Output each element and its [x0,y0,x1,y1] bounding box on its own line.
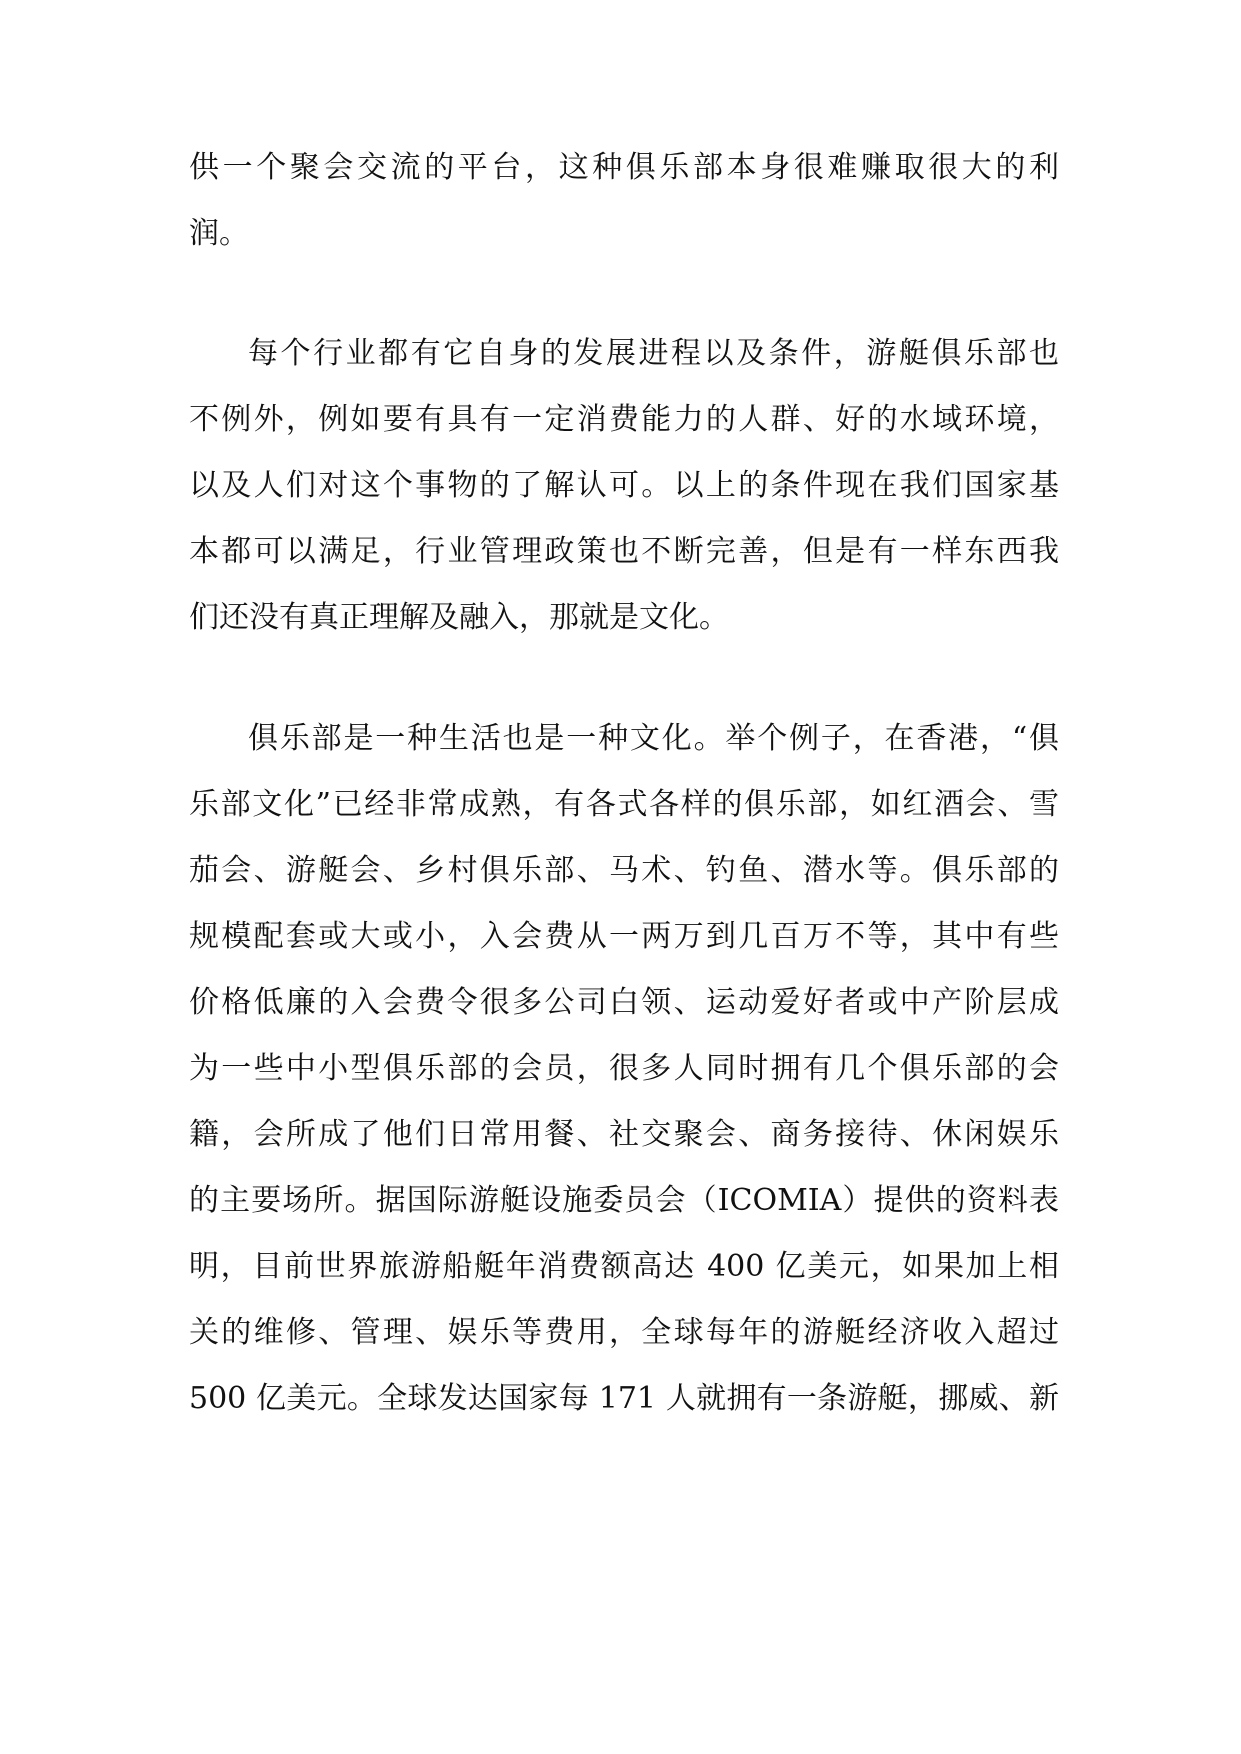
paragraph-3-line-7: 籍，会所成了他们日常用餐、社交聚会、商务接待、休闲娱乐 [189,1117,1059,1152]
paragraph-2-line-1: 每个行业都有它自身的发展进程以及条件，游艇俱乐部也 [248,336,1059,371]
paragraph-3-line-3: 茄会、游艇会、乡村俱乐部、马术、钓鱼、潜水等。俱乐部的 [189,853,1059,888]
paragraph-3-line-9: 明，目前世界旅游船艇年消费额高达 400 亿美元，如果加上相 [189,1249,1059,1284]
paragraph-3-line-6: 为一些中小型俱乐部的会员，很多人同时拥有几个俱乐部的会 [189,1051,1059,1086]
paragraph-3-line-2: 乐部文化”已经非常成熟，有各式各样的俱乐部，如红酒会、雪 [189,787,1059,822]
paragraph-1-line-1: 供一个聚会交流的平台，这种俱乐部本身很难赚取很大的利 [189,150,1059,185]
paragraph-1-line-2: 润。 [189,216,249,251]
paragraph-2-line-4: 本都可以满足，行业管理政策也不断完善，但是有一样东西我 [189,534,1059,569]
paragraph-3-line-10: 关的维修、管理、娱乐等费用，全球每年的游艇经济收入超过 [189,1315,1059,1350]
paragraph-3-line-8: 的主要场所。据国际游艇设施委员会（ICOMIA）提供的资料表 [189,1183,1059,1218]
paragraph-3-line-5: 价格低廉的入会费令很多公司白领、运动爱好者或中产阶层成 [189,985,1059,1020]
paragraph-2-line-2: 不例外，例如要有具有一定消费能力的人群、好的水域环境， [189,402,1059,437]
paragraph-2-line-5: 们还没有真正理解及融入，那就是文化。 [189,600,729,635]
paragraph-3-line-4: 规模配套或大或小，入会费从一两万到几百万不等，其中有些 [189,919,1059,954]
paragraph-3-line-1: 俱乐部是一种生活也是一种文化。举个例子，在香港，“俱 [248,721,1059,756]
paragraph-2-line-3: 以及人们对这个事物的了解认可。以上的条件现在我们国家基 [189,468,1059,503]
paragraph-3-line-11: 500 亿美元。全球发达国家每 171 人就拥有一条游艇，挪威、新 [189,1381,1059,1416]
